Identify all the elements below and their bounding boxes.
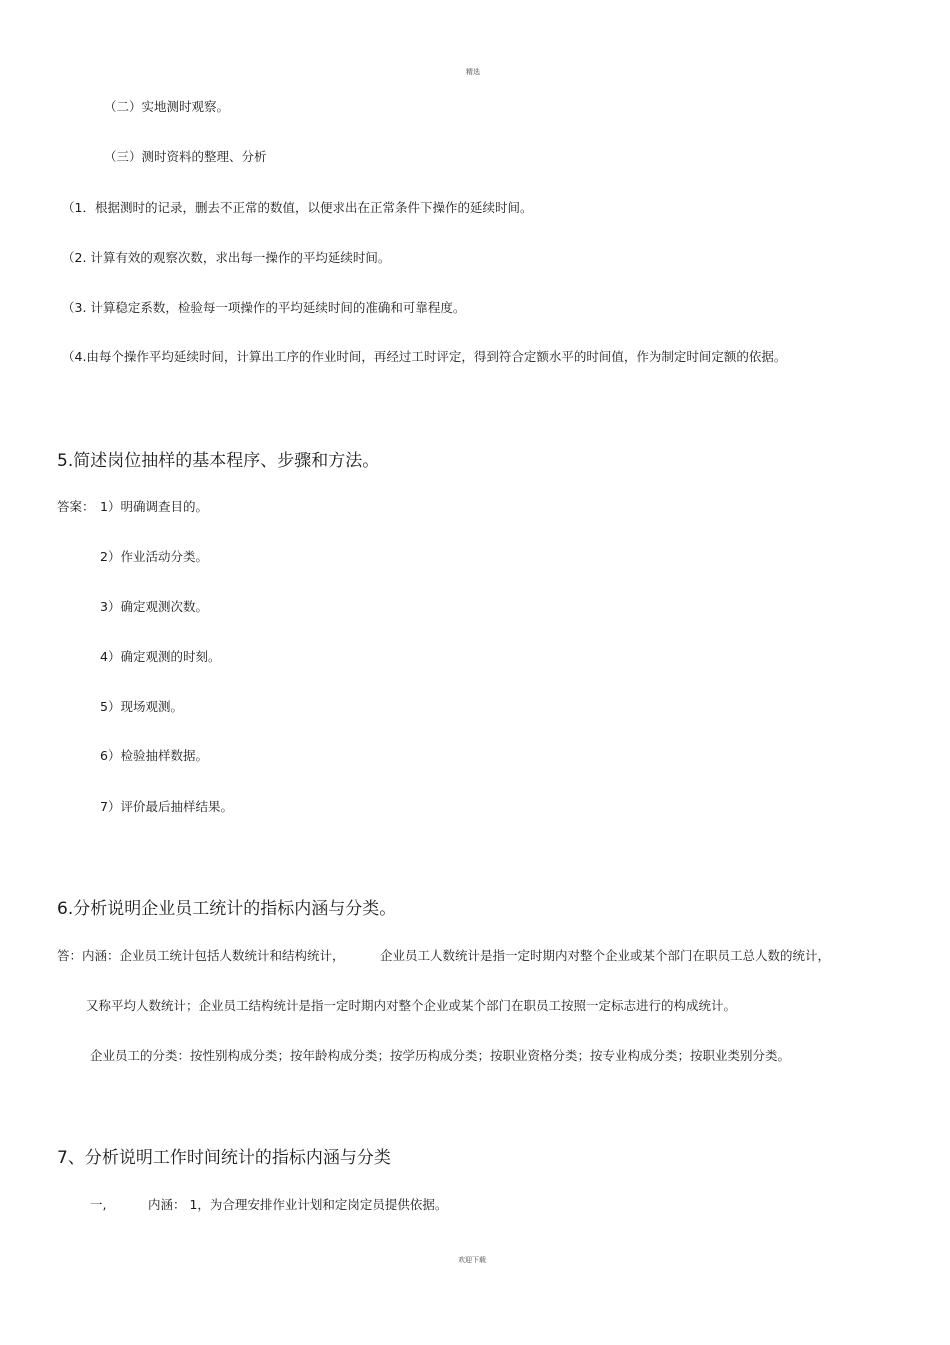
question-7-title: 7、分析说明工作时间统计的指标内涵与分类 xyxy=(57,1148,391,1168)
analysis-step-1: （1．根据测时的记录，删去不正常的数值，以便求出在正常条件下操作的延续时间。 xyxy=(62,200,533,215)
page-header: 精选 xyxy=(466,68,480,76)
section-item-2: （二）实地测时观察。 xyxy=(104,99,230,114)
question-5-step-4: 4）确定观测的时刻。 xyxy=(100,649,221,664)
page-footer: 欢迎下载 xyxy=(458,1256,486,1264)
question-6-line-2: 又称平均人数统计；企业员工结构统计是指一定时期内对整个企业或某个部门在职员工按照一定标志进行的构成统计。 xyxy=(86,998,737,1013)
question-6-line-1a: 答：内涵：企业员工统计包括人数统计和结构统计， xyxy=(57,948,345,963)
question-5-step-1: 1）明确调查目的。 xyxy=(100,499,208,514)
question-6-title: 6.分析说明企业员工统计的指标内涵与分类。 xyxy=(57,899,397,919)
question-7-line-1b: 内涵： 1，为合理安排作业计划和定岗定员提供依据。 xyxy=(148,1197,448,1212)
analysis-step-3: （3. 计算稳定系数，检验每一项操作的平均延续时间的准确和可靠程度。 xyxy=(62,300,466,315)
question-5-answer-prefix: 答案： xyxy=(57,499,95,514)
analysis-step-2: （2. 计算有效的观察次数，求出每一操作的平均延续时间。 xyxy=(62,250,391,265)
question-5-step-5: 5）现场观测。 xyxy=(100,699,183,714)
question-5-step-3: 3）确定观测次数。 xyxy=(100,599,208,614)
question-5-step-7: 7）评价最后抽样结果。 xyxy=(100,799,233,814)
question-6-line-3: 企业员工的分类：按性别构成分类；按年龄构成分类；按学历构成分类；按职业资格分类；按专业构成分类；按职业类别分类。 xyxy=(90,1048,791,1063)
question-5-step-6: 6）检验抽样数据。 xyxy=(100,748,208,763)
question-6-line-1b: 企业员工人数统计是指一定时期内对整个企业或某个部门在职员工总人数的统计， xyxy=(380,948,831,963)
section-item-3: （三）测时资料的整理、分析 xyxy=(104,149,267,164)
question-5-title: 5.简述岗位抽样的基本程序、步骤和方法。 xyxy=(57,451,380,471)
question-7-line-1a: 一, xyxy=(90,1197,107,1212)
question-5-step-2: 2）作业活动分类。 xyxy=(100,549,208,564)
analysis-step-4: （4.由每个操作平均延续时间，计算出工序的作业时间，再经过工时评定，得到符合定额水平的时间值，作为制定时间定额的依据。 xyxy=(62,349,787,364)
